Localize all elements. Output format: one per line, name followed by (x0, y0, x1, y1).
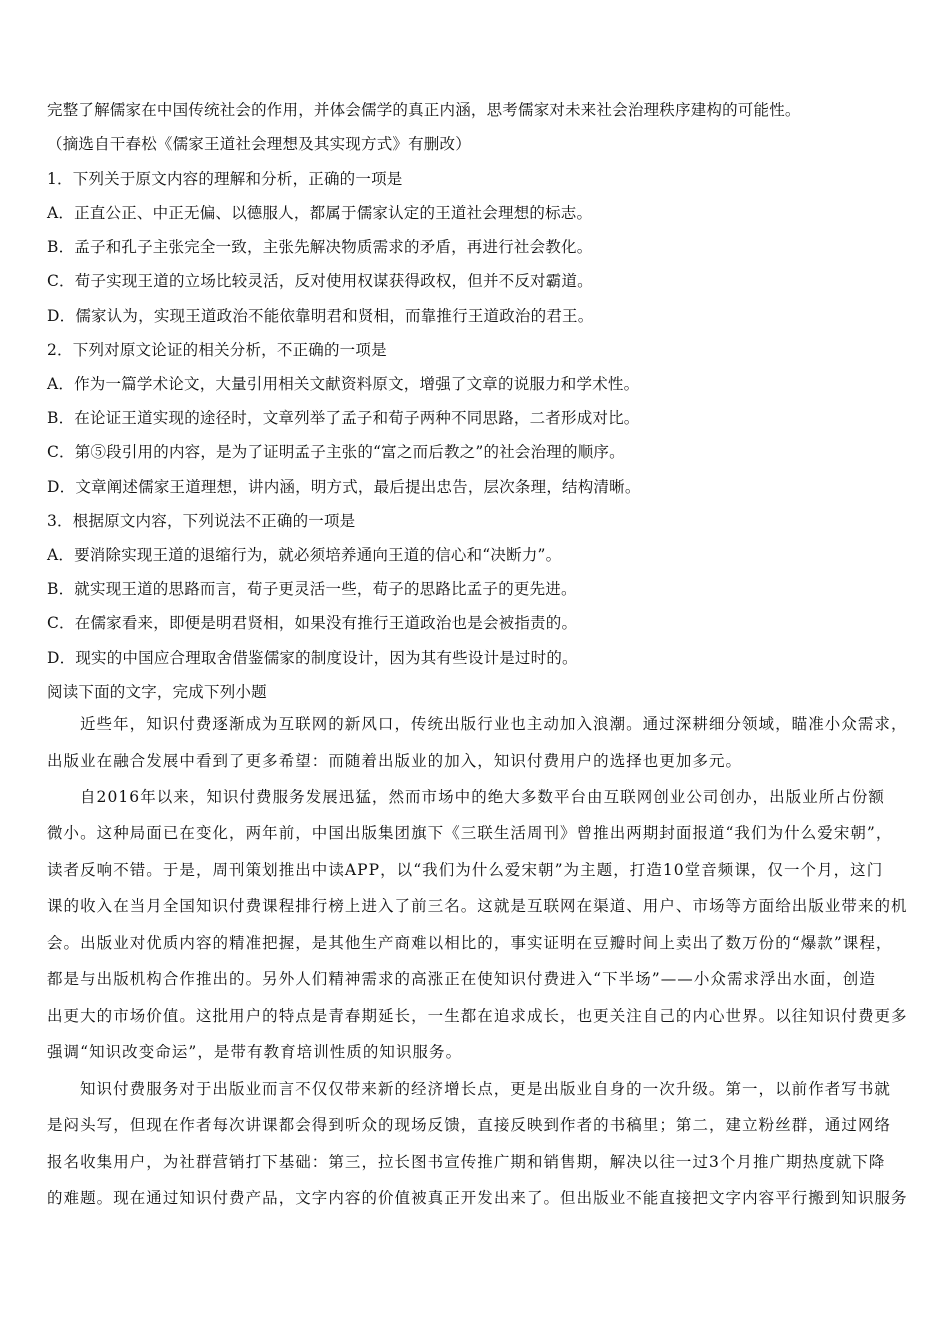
q2-option-a: A．作为一篇学术论文，大量引用相关文献资料原文，增强了文章的说服力和学术性。 (47, 375, 640, 393)
q3-option-b: B．就实现王道的思路而言，荀子更灵活一些，荀子的思路比孟子的更先进。 (47, 580, 577, 598)
question-2: 2．下列对原文论证的相关分析，不正确的一项是 (47, 341, 387, 359)
passage-line: 是闷头写，但现在作者每次讲课都会得到听众的现场反馈，直接反映到作者的书稿里；第二，建立粉丝群，通过网络 (47, 1116, 892, 1134)
q1-option-a: A．正直公正、中正无偏、以德服人，都属于儒家认定的王道社会理想的标志。 (47, 204, 593, 222)
passage-line: 会。出版业对优质内容的精准把握，是其他生产商难以相比的，事实证明在豆瓣时间上卖出了数万份的“爆款”课程， (47, 934, 893, 952)
q1-option-c: C．荀子实现王道的立场比较灵活，反对使用权谋获得政权，但并不反对霸道。 (47, 272, 593, 290)
q2-option-c: C．第⑤段引用的内容，是为了证明孟子主张的“富之而后教之”的社会治理的顺序。 (47, 443, 625, 461)
passage-line: 自2016年以来，知识付费服务发展迅猛，然而市场中的绝大多数平台由互联网创业公司创办，出版业所占份额 (80, 788, 885, 806)
passage-line: 的难题。现在通过知识付费产品，文字内容的价值被真正开发出来了。但出版业不能直接把文字内容平行搬到知识服务 (47, 1189, 908, 1207)
passage-line: 都是与出版机构合作推出的。另外人们精神需求的高涨正在使知识付费进入“下半场”——小众需求浮出水面，创造 (47, 970, 876, 988)
passage-line: 微小。这种局面已在变化，两年前，中国出版集团旗下《三联生活周刊》曾推出两期封面报道“我们为什么爱宋朝”， (47, 824, 893, 842)
passage-line: 近些年，知识付费逐渐成为互联网的新风口，传统出版行业也主动加入浪潮。通过深耕细分领域，瞄准小众需求， (80, 715, 908, 733)
passage-line: 出更大的市场价值。这批用户的特点是青春期延长，一生都在追求成长，也更关注自己的内心世界。以往知识付费更多 (47, 1007, 908, 1025)
passage-line: 知识付费服务对于出版业而言不仅仅带来新的经济增长点，更是出版业自身的一次升级。第一，以前作者写书就 (80, 1080, 891, 1098)
q2-option-b: B．在论证王道实现的途径时，文章列举了孟子和荀子两种不同思路，二者形成对比。 (47, 409, 640, 427)
passage-line: 强调“知识改变命运”，是带有教育培训性质的知识服务。 (47, 1043, 463, 1061)
question-1: 1．下列关于原文内容的理解和分析，正确的一项是 (47, 170, 403, 188)
q2-option-d: D．文章阐述儒家王道理想，讲内涵，明方式，最后提出忠告，层次条理，结构清晰。 (47, 478, 641, 496)
q3-option-a: A．要消除实现王道的退缩行为，就必须培养通向王道的信心和“决断力”。 (47, 546, 562, 564)
q3-option-d: D．现实的中国应合理取舍借鉴儒家的制度设计，因为其有些设计是过时的。 (47, 649, 578, 667)
source-citation: （摘选自干春松《儒家王道社会理想及其实现方式》有删改） (47, 135, 471, 153)
text-line: 完整了解儒家在中国传统社会的作用，并体会儒学的真正内涵，思考儒家对未来社会治理秩序建构的可能性。 (47, 101, 801, 119)
question-3: 3．根据原文内容，下列说法不正确的一项是 (47, 512, 356, 530)
passage-line: 出版业在融合发展中看到了更多希望：而随着出版业的加入，知识付费用户的选择也更加多元。 (47, 752, 743, 770)
section-instruction: 阅读下面的文字，完成下列小题 (47, 683, 267, 701)
passage-line: 课的收入在当月全国知识付费课程排行榜上进入了前三名。这就是互联网在渠道、用户、市场等方面给出版业带来的机 (47, 897, 908, 915)
q1-option-d: D．儒家认为，实现王道政治不能依靠明君和贤相，而靠推行王道政治的君王。 (47, 307, 594, 325)
passage-line: 读者反响不错。于是，周刊策划推出中读APP，以“我们为什么爱宋朝”为主题，打造10堂音频课，仅一个月，这门 (47, 861, 884, 879)
q1-option-b: B．孟子和孔子主张完全一致，主张先解决物质需求的矛盾，再进行社会教化。 (47, 238, 593, 256)
q3-option-c: C．在儒家看来，即便是明君贤相，如果没有推行王道政治也是会被指责的。 (47, 614, 578, 632)
passage-line: 报名收集用户，为社群营销打下基础：第三，拉长图书宣传推广期和销售期，解决以往一过3个月推广期热度就下降 (47, 1153, 886, 1171)
